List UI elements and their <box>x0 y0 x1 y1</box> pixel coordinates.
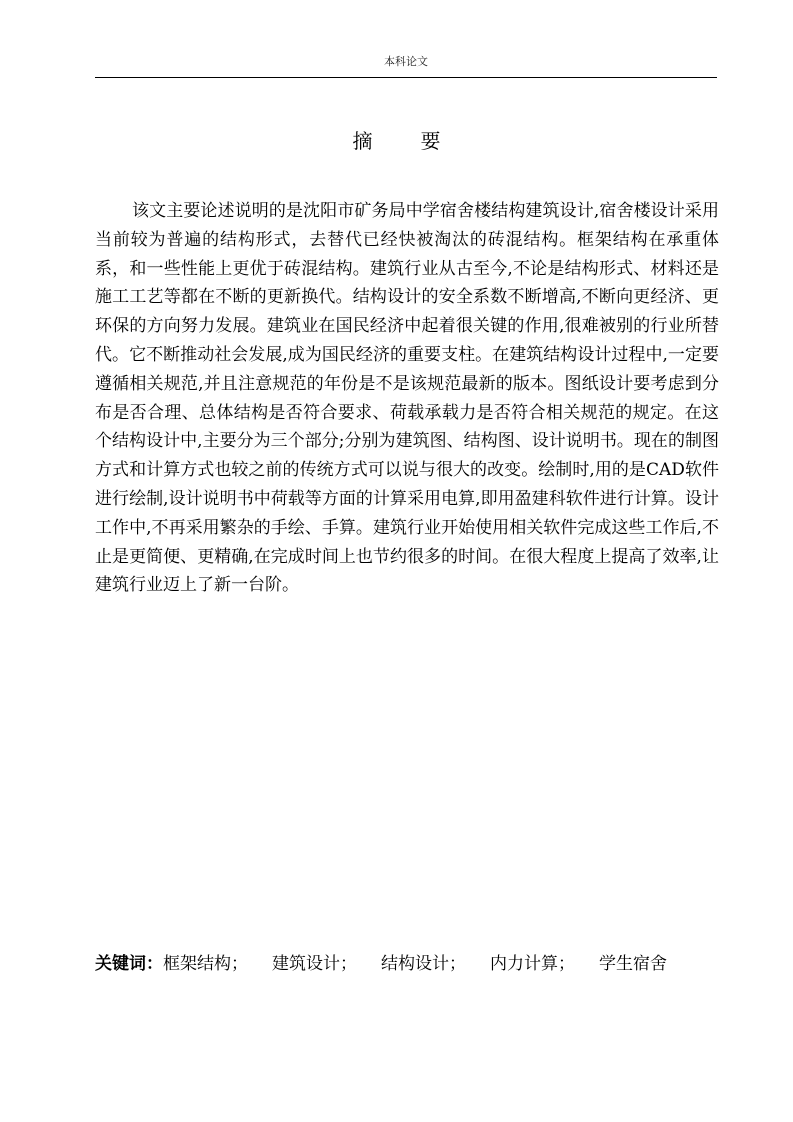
keyword-item: 结构设计； <box>381 954 466 974</box>
keyword-item: 内力计算； <box>490 954 575 974</box>
keyword-item: 框架结构； <box>163 954 248 974</box>
keyword-item: 学生宿舍 <box>599 954 667 974</box>
keywords-label: 关键词： <box>95 954 163 974</box>
abstract-section <box>95 197 719 600</box>
running-title: 本科论文 <box>384 55 428 68</box>
abstract-heading: 摘要 <box>352 129 489 153</box>
keywords-line <box>95 950 735 978</box>
keyword-item: 建筑设计； <box>272 954 357 974</box>
page-header <box>95 52 717 78</box>
abstract-paragraph: 该文主要论述说明的是沈阳市矿务局中学宿舍楼结构建筑设计,宿舍楼设计采用当前较为普遍的结构形式，去替代已经快被淘汰的砖混结构。框架结构在承重体系，和一些性能上更优于砖混结构。建筑行业从古至今,不论是结构形式、材料还是施工工艺等都在不断的更新换代。结构设计的安全系数不断增高,不断向更经济、更环保的方向努力发展。建筑业在国民经济中起着很关键的作用,很难被别的行业所替代。它不断推动社会发展,成为国民经济的重要支柱。在建筑结构设计过程中,一定要遵循相关规范,并且注意规范的年份是不是该规范最新的版本。图纸设计要考虑到分布是否合理、总体结构是否符合要求、荷载承载力是否符合相关规范的规定。在这个结构设计中,主要分为三个部分;分别为建筑图、结构图、设计说明书。现在的制图方式和计算方式也较之前的传统方式可以说与很大的改变。绘制时,用的是CAD软件进行绘制,设计说明书中荷载等方面的计算采用电算,即用盈建科软件进行计算。设计工作中,不再采用繁杂的手绘、手算。建筑行业开始使用相关软件完成这些工作后,不止是更简便、更精确,在完成时间上也节约很多的时间。在很大程度上提高了效率,让建筑行业迈上了新一台阶。 <box>95 201 719 596</box>
